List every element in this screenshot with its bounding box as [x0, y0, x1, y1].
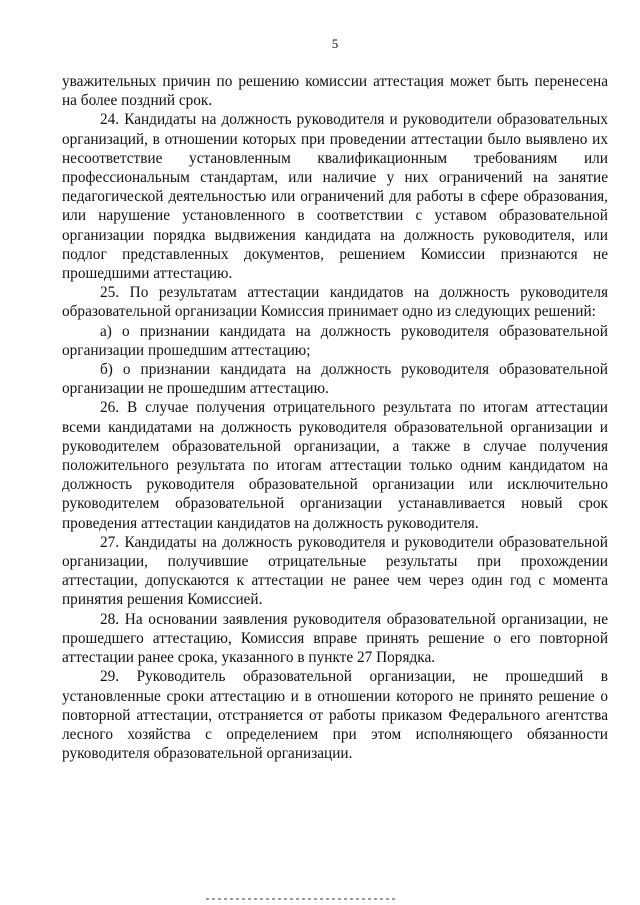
paragraph-27: 27. Кандидаты на должность руководителя и руководители образовательной организации, получившие отрицательные результаты при прохождении аттестации, допускаются к аттестации не ранее чем через один год с момента принятия решения Комиссией.	[62, 533, 608, 609]
paragraph-25-a: а) о признании кандидата на должность руководителя образовательной организации прошедшим аттестацию;	[62, 322, 608, 359]
paragraph-24: 24. Кандидаты на должность руководителя и руководители образовательных организаций, в отношении которых при проведении аттестации было выявлено их несоответствие установленным квалификационным требованиям или профессиональным стандартам, или наличие у них ограничений на занятие педагогической деятельностью или ограничений для работы в сфере образования, или нарушение установленного в соответствии с уставом образовательной организации порядка выдвижения кандидата на должность руководителя, или подлог представленных документов, решением Комиссии признаются не прошедшими аттестацию.	[62, 111, 608, 283]
page-number: 5	[331, 36, 339, 51]
scan-edge-mark	[206, 898, 396, 900]
paragraph-continuation: уважительных причин по решению комиссии аттестация может быть перенесена на более поздний срок.	[62, 73, 608, 110]
paragraph-29: 29. Руководитель образовательной организации, не прошедший в установленные сроки аттестацию и в отношении которого не принято решение о повторной аттестации, отстраняется от работы приказом Федерального агентства лесного хозяйства с определением при этом исполняющего обязанности руководителя образовательной организации.	[62, 668, 608, 763]
document-body	[62, 72, 608, 763]
paragraph-28: 28. На основании заявления руководителя образовательной организации, не прошедшего аттестацию, Комиссия вправе принять решение о его повторной аттестации ранее срока, указанного в пункте 27 Порядка.	[62, 610, 608, 667]
paragraph-26: 26. В случае получения отрицательного результата по итогам аттестации всеми кандидатами на должность руководителя образовательной организации и руководителем образовательной организации, а также в случае получения положительного результата по итогам аттестации только одним кандидатом на должность руководителя образовательной организации или исключительно руководителем образовательной организации устанавливается новый срок проведения аттестации кандидатов на должность руководителя.	[62, 399, 608, 532]
paragraph-25-b: б) о признании кандидата на должность руководителя образовательной организации не прошедшим аттестацию.	[62, 361, 608, 398]
paragraph-25: 25. По результатам аттестации кандидатов на должность руководителя образовательной организации Комиссия принимает одно из следующих решений:	[62, 284, 608, 321]
